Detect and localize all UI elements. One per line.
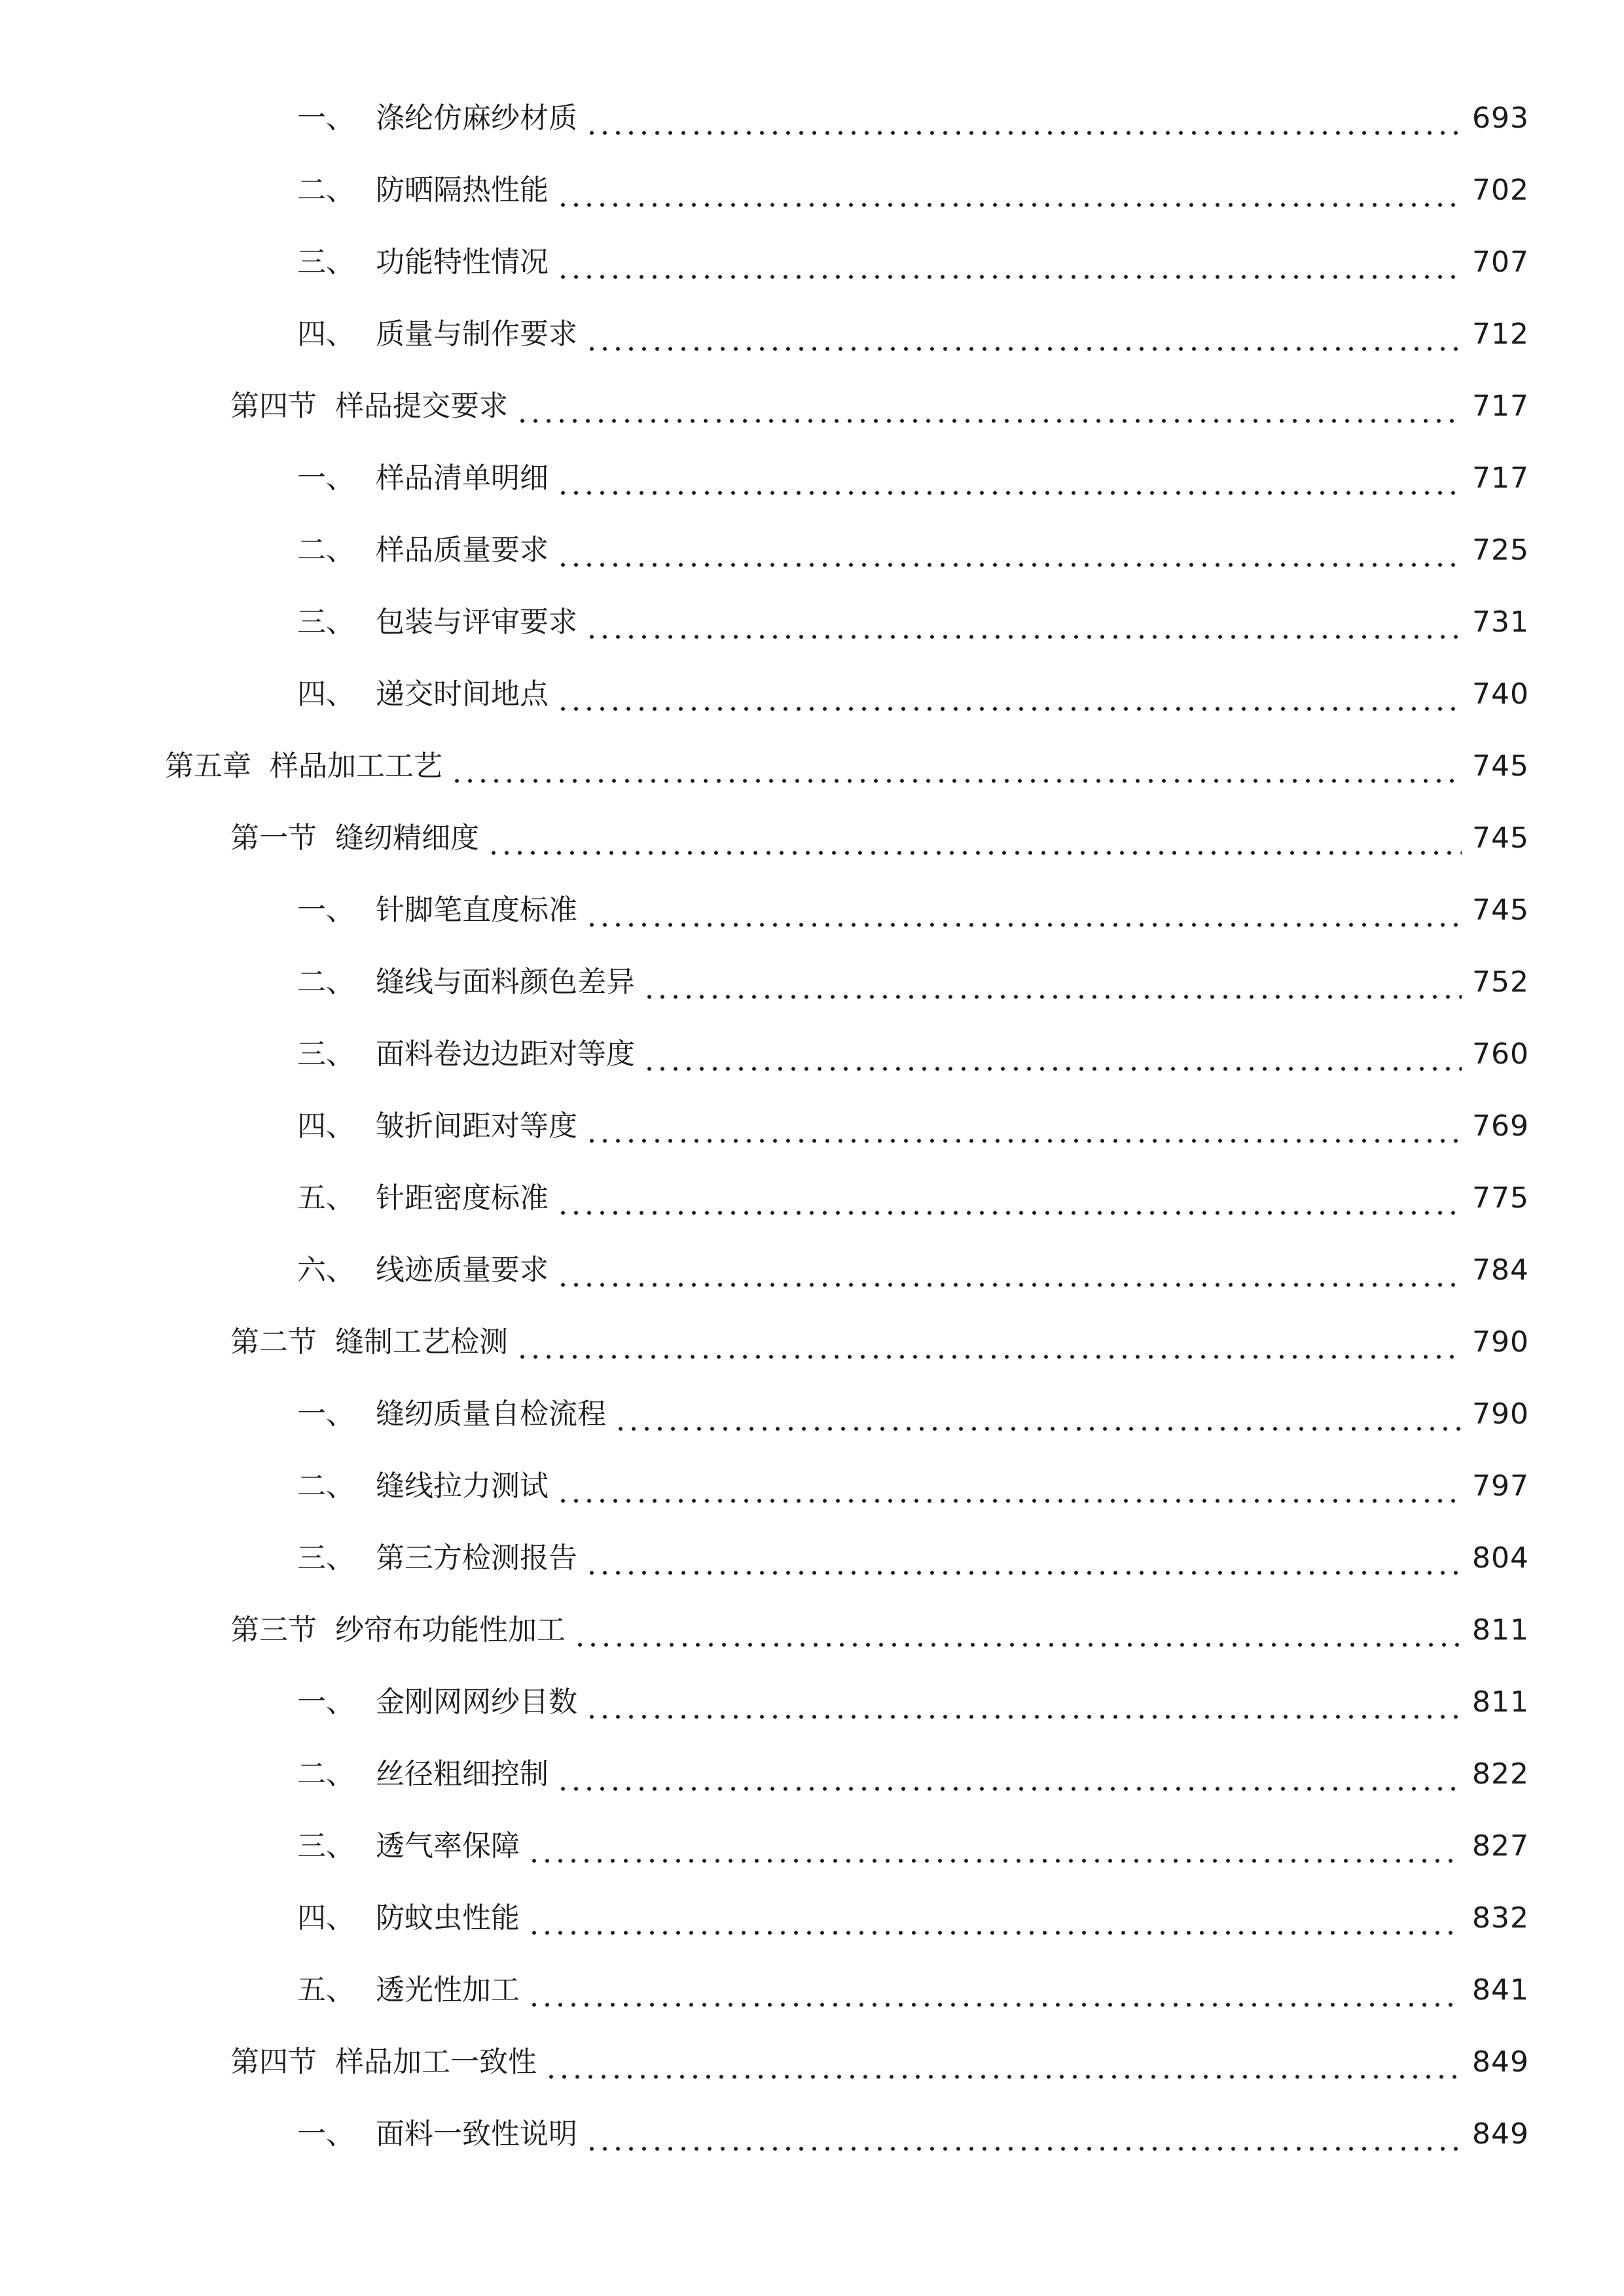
dot-leader: [556, 668, 1462, 721]
toc-entry-page: 740: [1472, 677, 1529, 711]
toc-entry-number: 四、: [297, 1109, 355, 1143]
dot-leader: [585, 1100, 1462, 1153]
toc-entry-number: 第四节: [230, 389, 317, 423]
toc-entry-title: 缝制工艺检测: [335, 1325, 508, 1359]
toc-entry-number: 四、: [297, 317, 355, 351]
toc-entry[interactable]: [0, 1388, 1624, 1441]
toc-entry-number: 四、: [297, 677, 355, 711]
toc-entry[interactable]: [0, 524, 1624, 577]
toc-entry[interactable]: [0, 1316, 1624, 1369]
toc-entry-number: 一、: [297, 2117, 355, 2151]
toc-entry-page: 784: [1472, 1253, 1529, 1287]
toc-entry-title: 缝线与面料颜色差异: [376, 965, 635, 999]
dot-leader: [556, 236, 1462, 289]
toc-entry[interactable]: [0, 1244, 1624, 1297]
dot-leader: [585, 596, 1462, 649]
toc-entry-title: 面料一致性说明: [376, 2117, 577, 2151]
toc-entry[interactable]: [0, 1460, 1624, 1513]
toc-entry-page: 745: [1472, 893, 1529, 927]
toc-entry-page: 731: [1472, 605, 1529, 639]
dot-leader: [556, 164, 1462, 217]
toc-entry[interactable]: [0, 668, 1624, 721]
toc-entry[interactable]: [0, 1028, 1624, 1081]
dot-leader: [545, 2036, 1462, 2089]
toc-entry-title: 缝线拉力测试: [376, 1469, 549, 1503]
toc-entry[interactable]: [0, 1172, 1624, 1225]
toc-entry[interactable]: [0, 452, 1624, 505]
toc-entry-title: 透光性加工: [376, 1973, 520, 2007]
toc-entry-number: 三、: [297, 245, 355, 279]
dot-leader: [528, 1820, 1462, 1873]
toc-entry-title: 包装与评审要求: [376, 605, 577, 639]
toc-entry-title: 样品质量要求: [376, 533, 549, 567]
toc-entry-number: 一、: [297, 893, 355, 927]
toc-entry[interactable]: [0, 1820, 1624, 1873]
toc-entry[interactable]: [0, 956, 1624, 1009]
toc-entry-page: 745: [1472, 821, 1529, 855]
toc-entry-title: 针距密度标准: [376, 1181, 549, 1215]
toc-entry-number: 第二节: [230, 1325, 317, 1359]
toc-entry[interactable]: [0, 236, 1624, 289]
toc-entry-number: 三、: [297, 1037, 355, 1071]
toc-entry-page: 827: [1472, 1829, 1529, 1863]
toc-entry[interactable]: [0, 1100, 1624, 1153]
toc-entry[interactable]: [0, 1604, 1624, 1657]
dot-leader: [585, 92, 1462, 145]
dot-leader: [556, 1460, 1462, 1513]
toc-entry-number: 第四节: [230, 2045, 317, 2079]
toc-entry-page: 841: [1472, 1973, 1529, 2007]
toc-entry-page: 693: [1472, 101, 1529, 135]
toc-entry-title: 防晒隔热性能: [376, 173, 549, 207]
dot-leader: [556, 1748, 1462, 1801]
toc-entry-number: 五、: [297, 1973, 355, 2007]
dot-leader: [450, 740, 1462, 793]
toc-entry-page: 775: [1472, 1181, 1529, 1215]
toc-entry[interactable]: [0, 92, 1624, 145]
toc-entry-page: 790: [1472, 1397, 1529, 1431]
dot-leader: [556, 452, 1462, 505]
dot-leader: [585, 308, 1462, 361]
toc-entry-number: 三、: [297, 605, 355, 639]
dot-leader: [585, 2108, 1462, 2161]
dot-leader: [614, 1388, 1462, 1441]
toc-entry-title: 丝径粗细控制: [376, 1757, 549, 1791]
toc-entry-title: 缝纫精细度: [335, 821, 479, 855]
toc-entry[interactable]: [0, 596, 1624, 649]
toc-entry-page: 811: [1472, 1613, 1529, 1647]
dot-leader: [643, 956, 1462, 1009]
dot-leader: [573, 1604, 1462, 1657]
dot-leader: [585, 884, 1462, 937]
toc-entry-number: 一、: [297, 1397, 355, 1431]
toc-entry[interactable]: [0, 164, 1624, 217]
toc-entry-title: 面料卷边边距对等度: [376, 1037, 635, 1071]
dot-leader: [556, 1172, 1462, 1225]
toc-entry-page: 760: [1472, 1037, 1529, 1071]
toc-entry-page: 790: [1472, 1325, 1529, 1359]
toc-entry-number: 一、: [297, 101, 355, 135]
toc-entry-number: 第五章: [165, 749, 251, 783]
toc-entry-page: 717: [1472, 389, 1529, 423]
dot-leader: [585, 1532, 1462, 1585]
toc-entry[interactable]: [0, 740, 1624, 793]
toc-entry[interactable]: [0, 812, 1624, 865]
toc-entry-number: 三、: [297, 1829, 355, 1863]
toc-entry-title: 功能特性情况: [376, 245, 549, 279]
toc-entry[interactable]: [0, 1892, 1624, 1945]
toc-entry[interactable]: [0, 380, 1624, 433]
toc-entry[interactable]: [0, 1532, 1624, 1585]
toc-entry-page: 717: [1472, 461, 1529, 495]
toc-entry-title: 皱折间距对等度: [376, 1109, 577, 1143]
toc-entry[interactable]: [0, 308, 1624, 361]
toc-entry-title: 缝纫质量自检流程: [376, 1397, 606, 1431]
toc-entry-number: 二、: [297, 533, 355, 567]
toc-entry[interactable]: [0, 884, 1624, 937]
toc-entry-page: 849: [1472, 2117, 1529, 2151]
toc-entry-page: 822: [1472, 1757, 1529, 1791]
toc-entry-title: 纱帘布功能性加工: [335, 1613, 566, 1647]
toc-entry-title: 金刚网网纱目数: [376, 1685, 577, 1719]
dot-leader: [585, 1676, 1462, 1729]
toc-entry-page: 712: [1472, 317, 1529, 351]
toc-entry-title: 涤纶仿麻纱材质: [376, 101, 577, 135]
toc-entry-title: 针脚笔直度标准: [376, 893, 577, 927]
dot-leader: [556, 524, 1462, 577]
toc-entry-number: 一、: [297, 461, 355, 495]
toc-entry-title: 防蚊虫性能: [376, 1901, 520, 1935]
dot-leader: [487, 812, 1462, 865]
dot-leader: [528, 1892, 1462, 1945]
toc-entry-page: 707: [1472, 245, 1529, 279]
toc-entry-title: 透气率保障: [376, 1829, 520, 1863]
dot-leader: [516, 380, 1462, 433]
toc-entry-page: 745: [1472, 749, 1529, 783]
toc-entry[interactable]: [0, 1964, 1624, 2017]
dot-leader: [516, 1316, 1462, 1369]
toc-entry-title: 第三方检测报告: [376, 1541, 577, 1575]
toc-entry-number: 六、: [297, 1253, 355, 1287]
dot-leader: [528, 1964, 1462, 2017]
toc-entry-number: 四、: [297, 1901, 355, 1935]
toc-entry-number: 第三节: [230, 1613, 317, 1647]
toc-entry-title: 递交时间地点: [376, 677, 549, 711]
toc-entry-title: 样品提交要求: [335, 389, 508, 423]
toc-entry-title: 样品加工工艺: [270, 749, 442, 783]
toc-entry-page: 811: [1472, 1685, 1529, 1719]
toc-entry-page: 832: [1472, 1901, 1529, 1935]
toc-entry-number: 二、: [297, 173, 355, 207]
toc-entry-number: 二、: [297, 1469, 355, 1503]
toc-entry[interactable]: [0, 1676, 1624, 1729]
toc-entry-page: 849: [1472, 2045, 1529, 2079]
toc-entry[interactable]: [0, 2036, 1624, 2089]
toc-entry[interactable]: [0, 1748, 1624, 1801]
toc-entry-page: 797: [1472, 1469, 1529, 1503]
dot-leader: [556, 1244, 1462, 1297]
toc-entry-number: 一、: [297, 1685, 355, 1719]
toc-entry-number: 五、: [297, 1181, 355, 1215]
toc-entry-title: 样品清单明细: [376, 461, 549, 495]
toc-entry-page: 702: [1472, 173, 1529, 207]
toc-entry-number: 三、: [297, 1541, 355, 1575]
toc-entry-page: 725: [1472, 533, 1529, 567]
toc-entry-title: 样品加工一致性: [335, 2045, 537, 2079]
toc-entry[interactable]: [0, 2108, 1624, 2161]
dot-leader: [643, 1028, 1462, 1081]
toc-entry-number: 第一节: [230, 821, 317, 855]
toc-entry-number: 二、: [297, 1757, 355, 1791]
toc-entry-page: 769: [1472, 1109, 1529, 1143]
toc-entry-title: 线迹质量要求: [376, 1253, 549, 1287]
toc-entry-page: 804: [1472, 1541, 1529, 1575]
toc-entry-title: 质量与制作要求: [376, 317, 577, 351]
toc-entry-page: 752: [1472, 965, 1529, 999]
toc-entry-number: 二、: [297, 965, 355, 999]
